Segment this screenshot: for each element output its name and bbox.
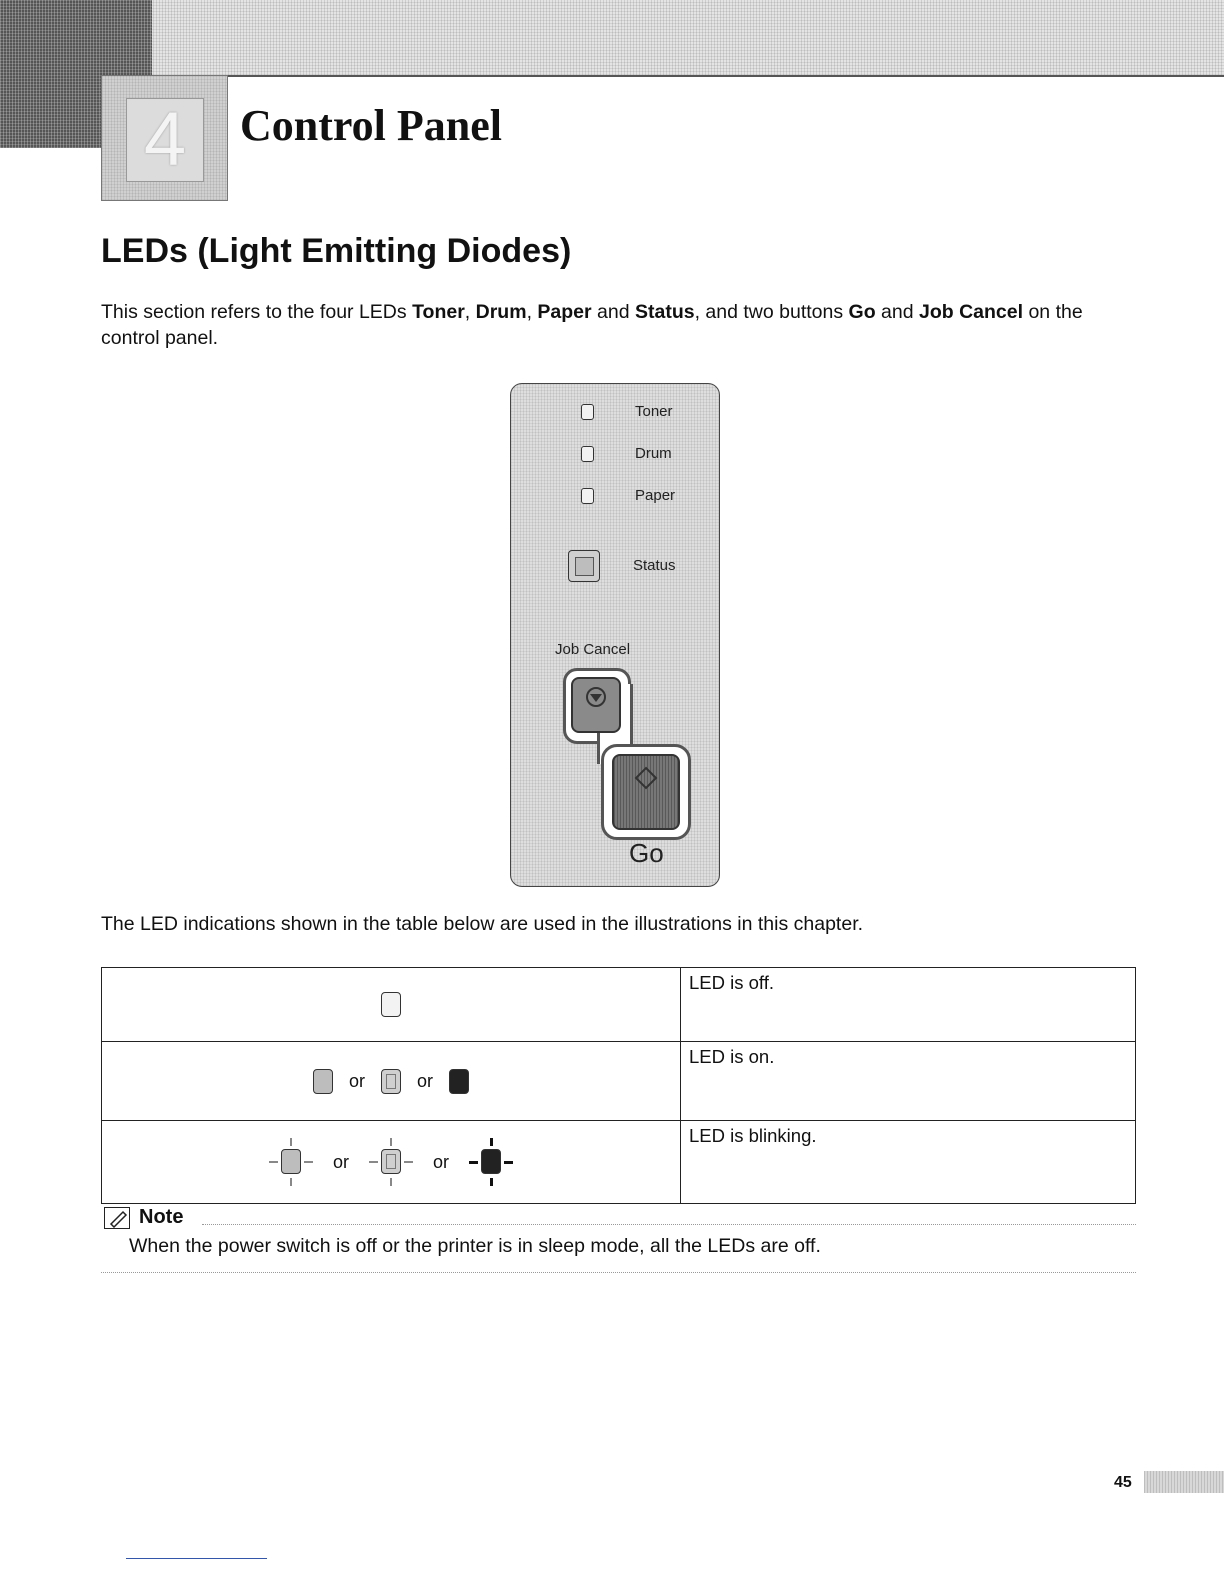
drum-label: Drum bbox=[635, 445, 672, 462]
paper-led-icon bbox=[581, 488, 594, 504]
page-tab-decoration bbox=[1144, 1471, 1224, 1493]
control-panel-figure bbox=[510, 383, 720, 887]
led-blinking-medium-icon bbox=[365, 1136, 417, 1188]
term-status: Status bbox=[634, 301, 695, 323]
note-label: Note bbox=[139, 1206, 184, 1228]
table-row bbox=[102, 968, 1136, 1042]
status-label: Status bbox=[633, 557, 676, 574]
led-on-description: LED is on. bbox=[681, 1042, 1136, 1121]
table-row bbox=[102, 1121, 1136, 1204]
or-text: or bbox=[332, 1151, 349, 1172]
term-paper: Paper bbox=[537, 301, 592, 323]
term-job-cancel: Job Cancel bbox=[919, 301, 1024, 323]
led-on-light-icon bbox=[313, 1069, 333, 1094]
section-heading: LEDs (Light Emitting Diodes) bbox=[101, 232, 572, 270]
term-drum: Drum bbox=[475, 301, 527, 323]
term-go: Go bbox=[848, 301, 876, 323]
note-text: When the power switch is off or the printer is in sleep mode, all the LEDs are off. bbox=[129, 1235, 821, 1257]
chapter-number-box bbox=[101, 75, 228, 201]
term-toner: Toner bbox=[412, 301, 465, 323]
status-led-icon bbox=[568, 550, 600, 582]
led-blinking-description: LED is blinking. bbox=[681, 1121, 1136, 1204]
job-cancel-symbol-icon bbox=[573, 679, 619, 731]
or-text: or bbox=[433, 1151, 450, 1172]
note-pencil-icon bbox=[104, 1207, 130, 1229]
chapter-title: Control Panel bbox=[240, 101, 502, 150]
led-off-icon bbox=[381, 992, 401, 1017]
footer-rule bbox=[126, 1558, 267, 1559]
page-number: 45 bbox=[1114, 1474, 1132, 1491]
toner-label: Toner bbox=[635, 403, 673, 420]
go-button bbox=[612, 754, 680, 830]
intro-paragraph: This section refers to the four LEDs Toner, Drum, Paper and Status, and two buttons Go and Job Cancel on the control panel. bbox=[101, 301, 1083, 349]
led-on-dark-icon bbox=[449, 1069, 469, 1094]
toner-led-icon bbox=[581, 404, 594, 420]
led-off-description: LED is off. bbox=[681, 968, 1136, 1042]
or-text: or bbox=[417, 1070, 434, 1091]
note-divider-top bbox=[202, 1224, 1136, 1225]
led-blinking-light-icon bbox=[265, 1136, 317, 1188]
paper-label: Paper bbox=[635, 487, 676, 504]
drum-led-icon bbox=[581, 446, 594, 462]
chapter-number: 4 bbox=[126, 98, 204, 182]
job-cancel-label: Job Cancel bbox=[555, 641, 631, 658]
or-text: or bbox=[348, 1070, 365, 1091]
led-blinking-dark-icon bbox=[465, 1136, 517, 1188]
led-indication-table bbox=[101, 967, 1136, 1204]
table-caption: The LED indications shown in the table below are used in the illustrations in this chapter. bbox=[101, 913, 864, 935]
chapter-header-band bbox=[0, 0, 1224, 77]
table-row bbox=[102, 1042, 1136, 1121]
go-symbol-icon bbox=[614, 756, 678, 828]
led-blinking-icons bbox=[102, 1121, 681, 1204]
go-label: Go bbox=[629, 838, 664, 868]
led-on-icons bbox=[102, 1042, 681, 1121]
note-divider-bottom bbox=[101, 1272, 1136, 1273]
job-cancel-button bbox=[571, 677, 621, 733]
led-off-icons bbox=[102, 968, 681, 1042]
led-on-medium-icon bbox=[381, 1069, 401, 1094]
